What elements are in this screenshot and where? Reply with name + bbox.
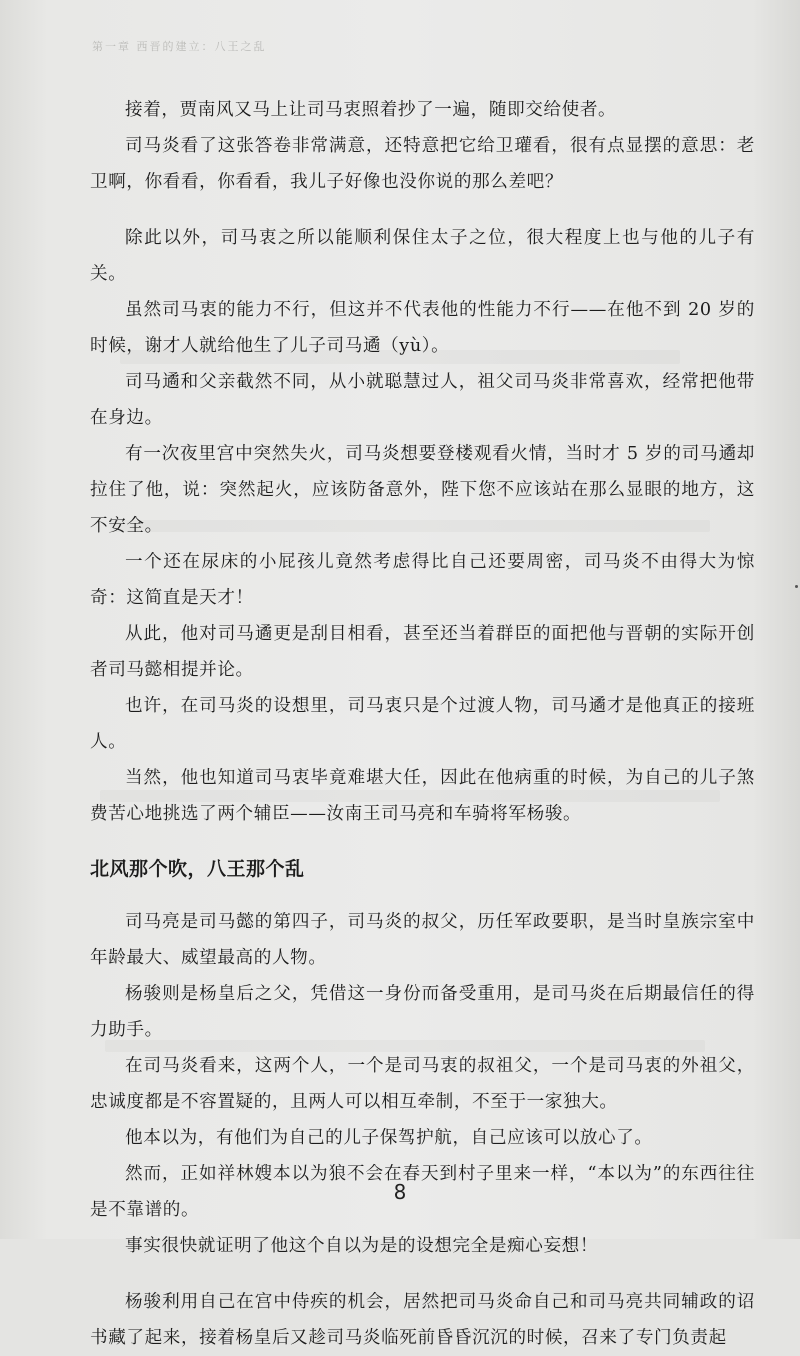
paragraph: 杨骏利用自己在宫中侍疾的机会，居然把司马炎命自己和司马亮共同辅政的诏书藏了起来，接着杨皇后又趁司马炎临死前昏昏沉沉的时候，召来了专门负责起 [90, 1292, 755, 1348]
paragraph: 接着，贾南风又马上让司马衷照着抄了一遍，随即交给使者。 [125, 100, 617, 120]
paragraph: 司马炎看了这张答卷非常满意，还特意把它给卫瓘看，很有点显摆的意思：老卫啊，你看看，你看看，我儿子好像也没你说的那么差吧？ [90, 136, 755, 192]
paragraph: 一个还在尿床的小屁孩儿竟然考虑得比自己还要周密，司马炎不由得大为惊奇：这简直是天才！ [90, 552, 755, 608]
paragraph-spacer [90, 200, 755, 220]
paragraph: 也许，在司马炎的设想里，司马衷只是个过渡人物，司马遹才是他真正的接班人。 [90, 696, 755, 752]
paragraph: 杨骏则是杨皇后之父，凭借这一身份而备受重用，是司马炎在后期最信任的得力助手。 [90, 984, 755, 1040]
paragraph: 从此，他对司马遹更是刮目相看，甚至还当着群臣的面把他与晋朝的实际开创者司马懿相提并论。 [90, 624, 755, 680]
paragraph: 事实很快就证明了他这个自以为是的设想完全是痴心妄想！ [125, 1236, 599, 1256]
page-edge-mark [795, 585, 798, 588]
paragraph: 有一次夜里宫中突然失火，司马炎想要登楼观看火情，当时才 5 岁的司马遹却拉住了他，说：突然起火，应该防备意外，陛下您不应该站在那么显眼的地方，这不安全。 [90, 444, 755, 536]
section-heading: 北风那个吹，八王那个乱 [90, 858, 305, 880]
paragraph: 然而，正如祥林嫂本以为狼不会在春天到村子里来一样，“本以为”的东西往往是不靠谱的。 [90, 1164, 755, 1220]
paragraph: 司马亮是司马懿的第四子，司马炎的叔父，历任军政要职，是当时皇族宗室中年龄最大、威望最高的人物。 [90, 912, 755, 968]
running-head: 第一章 西晋的建立：八王之乱 [92, 40, 267, 53]
paragraph: 司马遹和父亲截然不同，从小就聪慧过人，祖父司马炎非常喜欢，经常把他带在身边。 [90, 372, 755, 428]
paragraph: 虽然司马衷的能力不行，但这并不代表他的性能力不行——在他不到 20 岁的时候，谢才人就给他生了儿子司马遹（yù）。 [90, 300, 755, 356]
page-number: 8 [393, 1180, 407, 1204]
paragraph: 当然，他也知道司马衷毕竟难堪大任，因此在他病重的时候，为自己的儿子煞费苦心地挑选了两个辅臣——汝南王司马亮和车骑将军杨骏。 [90, 768, 755, 824]
page-body [90, 92, 755, 1356]
paragraph-spacer [90, 1264, 755, 1284]
paragraph: 他本以为，有他们为自己的儿子保驾护航，自己应该可以放心了。 [125, 1128, 653, 1148]
paragraph: 除此以外，司马衷之所以能顺利保住太子之位，很大程度上也与他的儿子有关。 [90, 228, 755, 284]
paragraph: 在司马炎看来，这两个人，一个是司马衷的叔祖父，一个是司马衷的外祖父，忠诚度都是不容置疑的，且两人可以相互牵制，不至于一家独大。 [90, 1056, 755, 1112]
